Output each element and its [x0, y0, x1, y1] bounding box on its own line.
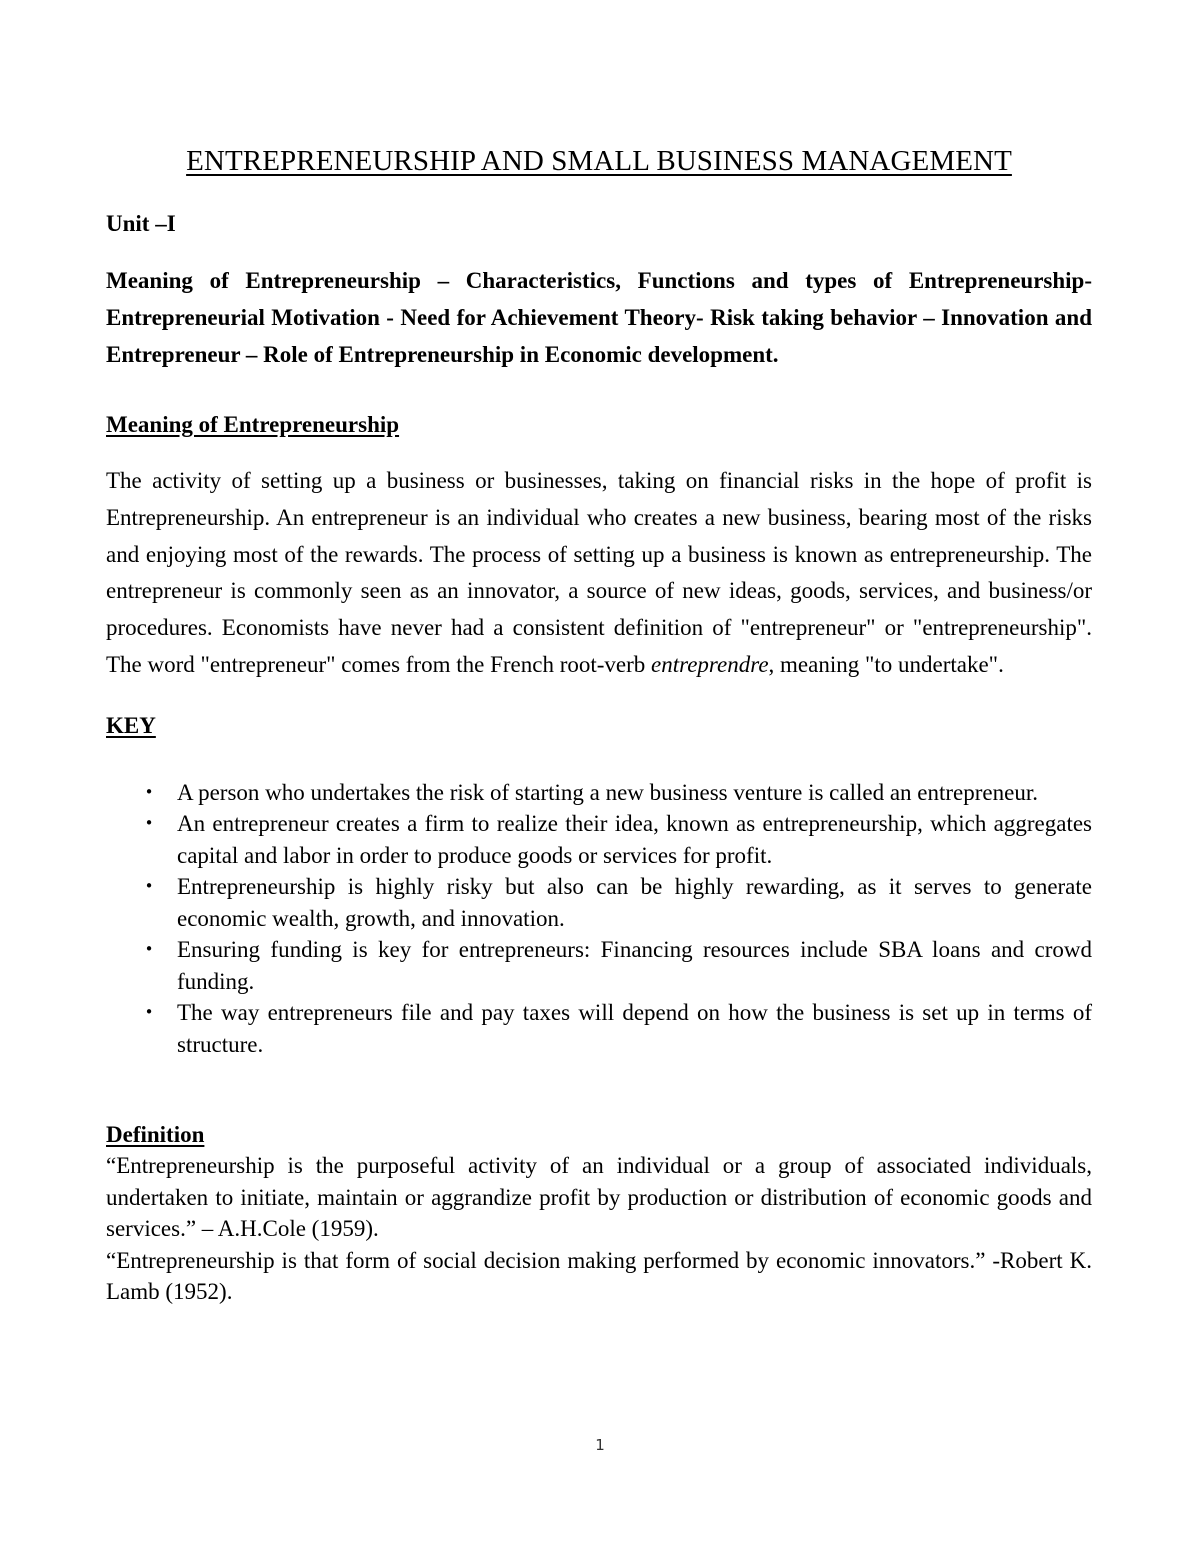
bullet-icon: • [144, 1003, 154, 1022]
meaning-text-end: , meaning "to undertake". [768, 651, 1004, 677]
meaning-italic-word: entreprendre [651, 651, 769, 677]
meaning-heading: Meaning of Entrepreneurship [106, 412, 400, 437]
list-item [106, 871, 1092, 934]
list-item-text: Ensuring funding is key for entrepreneurs: Financing resources include SBA loans and crowd funding. [177, 937, 1092, 994]
document-title: ENTREPRENEURSHIP AND SMALL BUSINESS MANAGEMENT [186, 145, 1012, 177]
bullet-icon: • [144, 940, 154, 959]
meaning-paragraph [106, 463, 1092, 684]
unit-label: Unit –I [106, 211, 176, 236]
definition-quote-lamb: “Entrepreneurship is that form of social decision making performed by economic innovators.” -Robert K. Lamb (1952). [106, 1247, 1092, 1305]
list-item [106, 808, 1092, 871]
list-item-text: A person who undertakes the risk of starting a new business venture is called an entrepreneur. [177, 779, 1038, 805]
list-item [106, 777, 1092, 809]
unit-syllabus: Meaning of Entrepreneurship – Characteristics, Functions and types of Entrepreneurship- Entrepreneurial Motivation - Need for Achievement Theory- Risk taking behavior – Innovation and Entrepreneur – Role of Entrepreneurship in Economic development. [106, 268, 1092, 367]
meaning-text: The activity of setting up a business or businesses, taking on financial risks in the hope of profit is Entrepreneurship. An entrepreneur is an individual who creates a new business, bearing most of the risks and enjoying most of the rewards. The process of setting up a business is known as entrepreneurship. The entrepreneur is commonly seen as an innovator, a source of new ideas, goods, services, and business/or procedures. Economists have never had a consistent definition of "entrepreneur" or "entrepreneurship". The word "entrepreneur" comes from the French root-verb [106, 468, 1092, 677]
list-item-text: Entrepreneurship is highly risky but also can be highly rewarding, as it serves to generate economic wealth, growth, and innovation. [177, 874, 1092, 931]
page-content [106, 142, 1092, 1308]
key-heading: KEY [106, 712, 156, 738]
bullet-icon: • [144, 877, 154, 896]
definition-quote-cole: “Entrepreneurship is the purposeful activity of an individual or a group of associated individuals, undertaken to initiate, maintain or aggrandize profit by production or distribution of economic goods and services.” – A.H.Cole (1959). [106, 1153, 1092, 1242]
bullet-icon: • [144, 782, 154, 801]
bullet-icon: • [144, 814, 154, 833]
list-item [106, 934, 1092, 997]
page-number: 1 [595, 1436, 605, 1454]
list-item-text: The way entrepreneurs file and pay taxes will depend on how the business is set up in terms of structure. [177, 1000, 1092, 1057]
definition-heading: Definition [106, 1122, 205, 1148]
list-item-text: An entrepreneur creates a firm to realize their idea, known as entrepreneurship, which aggregates capital and labor in order to produce goods or services for profit. [177, 811, 1092, 868]
key-points-list [106, 777, 1092, 1061]
list-item [106, 997, 1092, 1060]
